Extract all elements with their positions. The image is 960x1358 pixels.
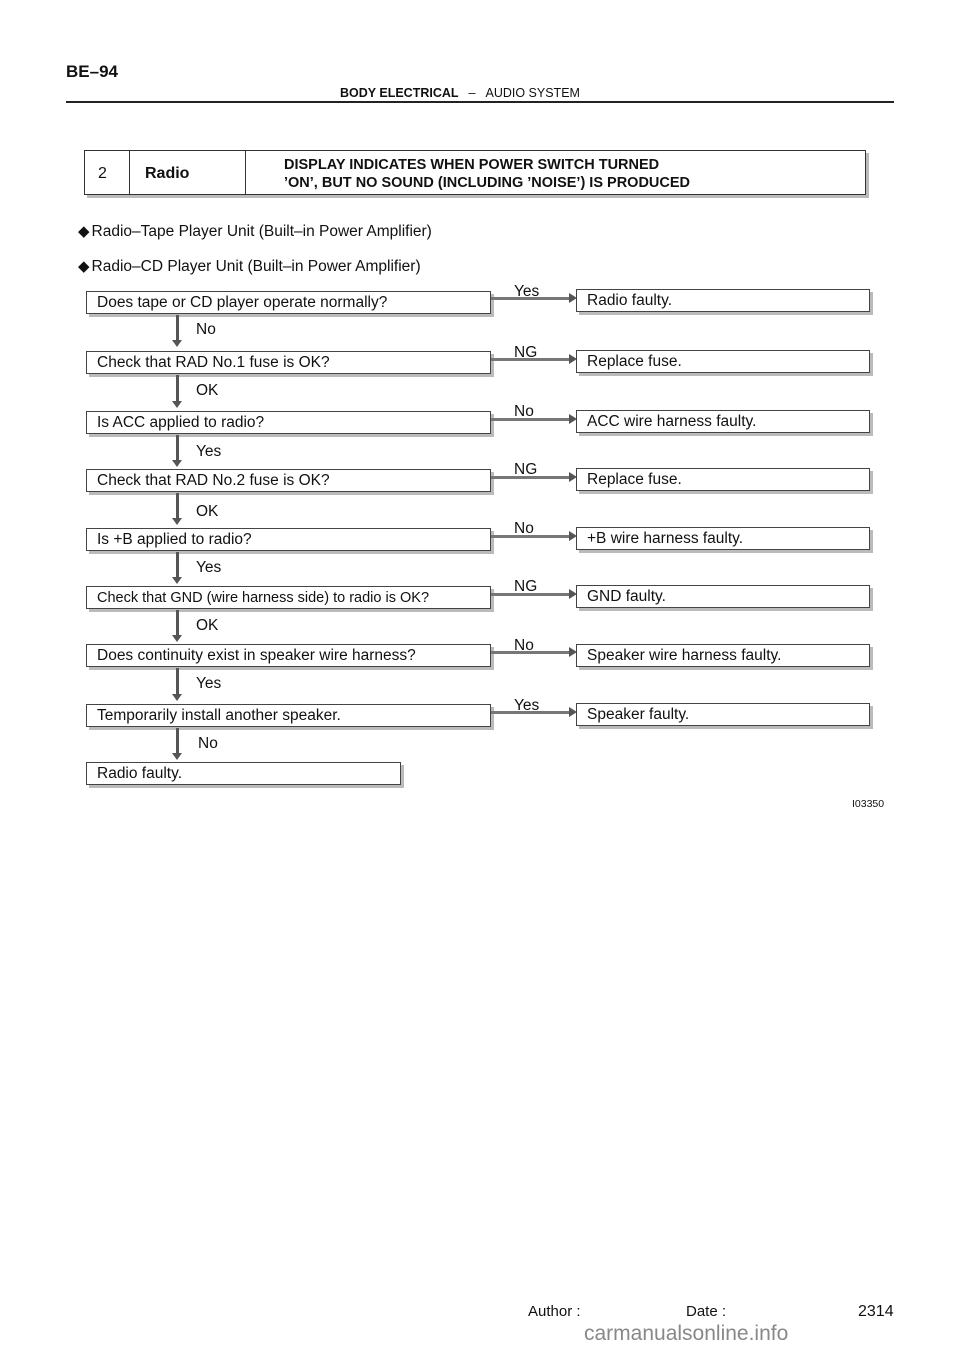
variant-label: Radio–Tape Player Unit (Built–in Power Amplifier)	[91, 223, 432, 240]
header-divider	[245, 151, 246, 194]
result-box: Radio faulty.	[576, 289, 870, 312]
result-box: ACC wire harness faulty.	[576, 410, 870, 433]
branch-label: No	[514, 403, 534, 420]
diamond-bullet-icon: ◆	[78, 223, 90, 240]
watermark: carmanualsonline.info	[584, 1322, 789, 1345]
question-box: Check that RAD No.2 fuse is OK?	[86, 469, 491, 492]
next-label: Yes	[196, 559, 222, 576]
result-box: Speaker faulty.	[576, 703, 870, 726]
next-label: No	[198, 735, 218, 752]
section-heading	[340, 86, 580, 100]
problem-system: Radio	[145, 165, 190, 182]
variant-label: Radio–CD Player Unit (Built–in Power Amplifier)	[91, 258, 421, 275]
next-label: OK	[196, 617, 219, 634]
down-arrow	[176, 493, 179, 520]
subsection-name: AUDIO SYSTEM	[485, 86, 580, 100]
next-label: OK	[196, 382, 219, 399]
result-box: +B wire harness faulty.	[576, 527, 870, 550]
branch-label: Yes	[514, 697, 540, 714]
branch-label: NG	[514, 578, 538, 595]
down-arrow	[176, 435, 179, 462]
next-label: OK	[196, 503, 219, 520]
next-label: Yes	[196, 675, 222, 692]
branch-label: NG	[514, 344, 538, 361]
problem-number: 2	[98, 165, 107, 182]
final-result-box: Radio faulty.	[86, 762, 401, 785]
diamond-bullet-icon: ◆	[78, 258, 90, 275]
question-box: Does tape or CD player operate normally?	[86, 291, 491, 314]
footer-page-number: 2314	[858, 1303, 894, 1320]
down-arrow	[176, 315, 179, 342]
question-box: Is +B applied to radio?	[86, 528, 491, 551]
down-arrow	[176, 668, 179, 696]
question-box: Does continuity exist in speaker wire harness?	[86, 644, 491, 667]
problem-title	[284, 156, 690, 192]
variant-item	[78, 222, 432, 241]
author-label: Author :	[528, 1303, 581, 1320]
problem-title-line: ’ON’, BUT NO SOUND (INCLUDING ’NOISE’) IS PRODUCED	[284, 175, 691, 191]
variant-item	[78, 257, 421, 276]
down-arrow	[176, 610, 179, 637]
problem-title-line: DISPLAY INDICATES WHEN POWER SWITCH TURNED	[284, 157, 660, 173]
branch-label: NG	[514, 461, 538, 478]
result-box: GND faulty.	[576, 585, 870, 608]
down-arrow	[176, 552, 179, 579]
branch-label: No	[514, 637, 534, 654]
header-rule	[66, 101, 894, 103]
down-arrow	[176, 375, 179, 403]
result-box: Replace fuse.	[576, 350, 870, 373]
branch-label: No	[514, 520, 534, 537]
page-number: BE–94	[66, 62, 118, 81]
header-divider	[129, 151, 130, 194]
result-box: Speaker wire harness faulty.	[576, 644, 870, 667]
question-box: Check that RAD No.1 fuse is OK?	[86, 351, 491, 374]
figure-code: I03350	[852, 798, 885, 810]
result-box: Replace fuse.	[576, 468, 870, 491]
question-box: Temporarily install another speaker.	[86, 704, 491, 727]
branch-label: Yes	[514, 283, 540, 300]
question-box: Check that GND (wire harness side) to radio is OK?	[86, 586, 491, 609]
next-label: No	[196, 321, 216, 338]
section-separator: –	[468, 86, 476, 100]
next-label: Yes	[196, 443, 222, 460]
date-label: Date :	[686, 1303, 727, 1320]
question-box: Is ACC applied to radio?	[86, 411, 491, 434]
section-name: BODY ELECTRICAL	[340, 86, 459, 100]
down-arrow	[176, 728, 179, 755]
